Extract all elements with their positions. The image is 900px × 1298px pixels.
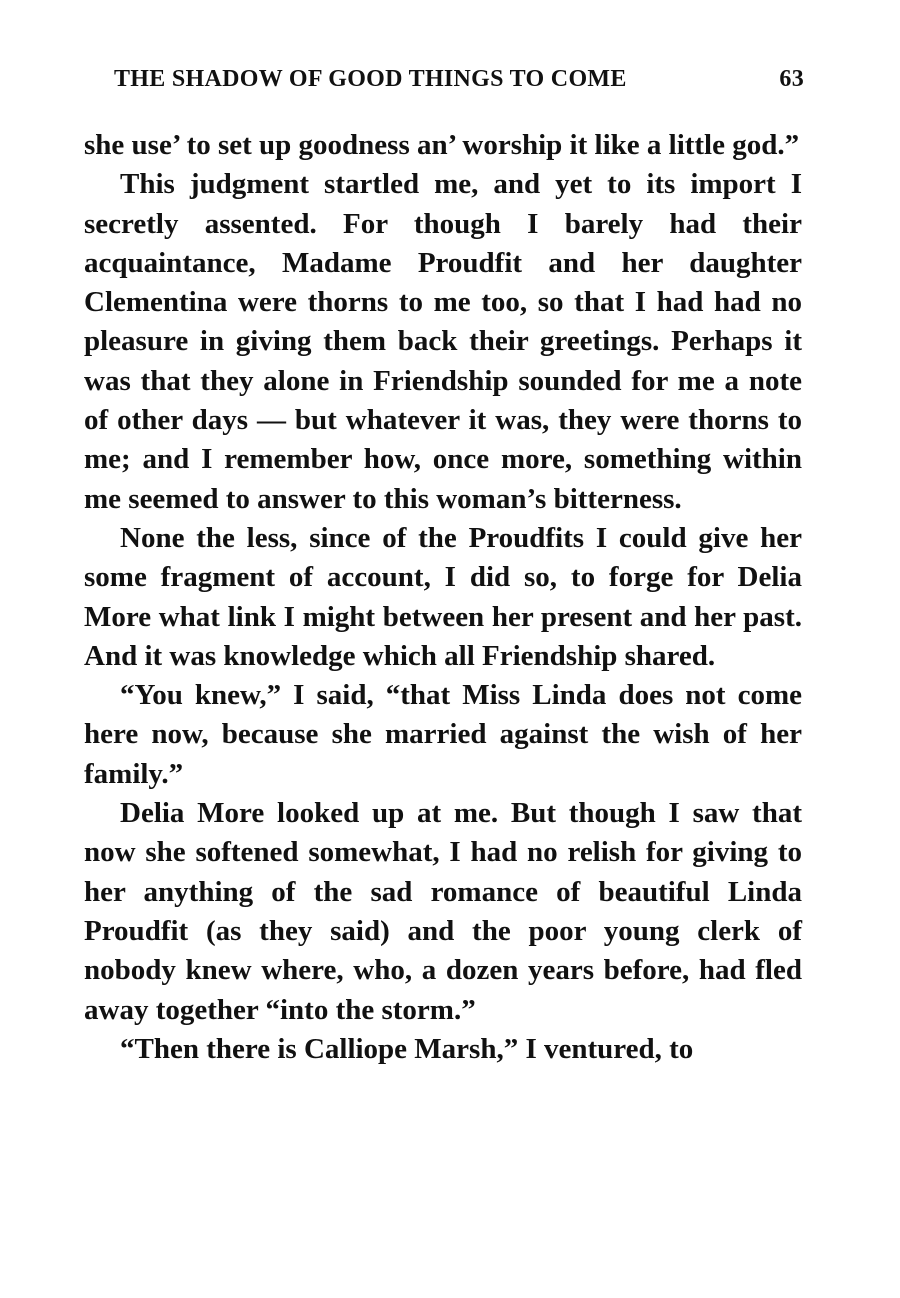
running-head-title: THE SHADOW OF GOOD THINGS TO COME <box>114 66 627 92</box>
paragraph: Delia More looked up at me. But though I saw that now she softened somewhat, I had no relish for giving to her anything of the sad romance of beautiful Linda Proudfit (as they said) and the poor young clerk of nobody knew where, who, a dozen years before, had fled away together “into the storm.” <box>84 797 802 1026</box>
paragraph: “You knew,” I said, “that Miss Linda does not come here now, because she married against the wish of her family.” <box>84 679 802 790</box>
body-text <box>84 126 802 1069</box>
running-head <box>114 62 804 96</box>
paragraph-continuation: she use’ to set up goodness an’ worship it like a little god.” <box>84 129 800 161</box>
page-number: 63 <box>779 66 804 92</box>
paragraph: This judgment startled me, and yet to its import I secretly assented. For though I barely had their acquaintance, Madame Proudfit and her daughter Clementina were thorns to me too, so that I had had no pleasure in giving them back their greetings. Perhaps it was that they alone in Friendship sounded for me a note of other days — but whatever it was, they were thorns to me; and I remember how, once more, something within me seemed to answer to this woman’s bitterness. <box>84 168 802 515</box>
paragraph-final: “Then there is Calliope Marsh,” I ventured, to <box>120 1032 694 1065</box>
paragraph: None the less, since of the Proudfits I could give her some fragment of account, I did so, to forge for Delia More what link I might between her present and her past. And it was knowledge which all Friendship shared. <box>84 521 802 672</box>
